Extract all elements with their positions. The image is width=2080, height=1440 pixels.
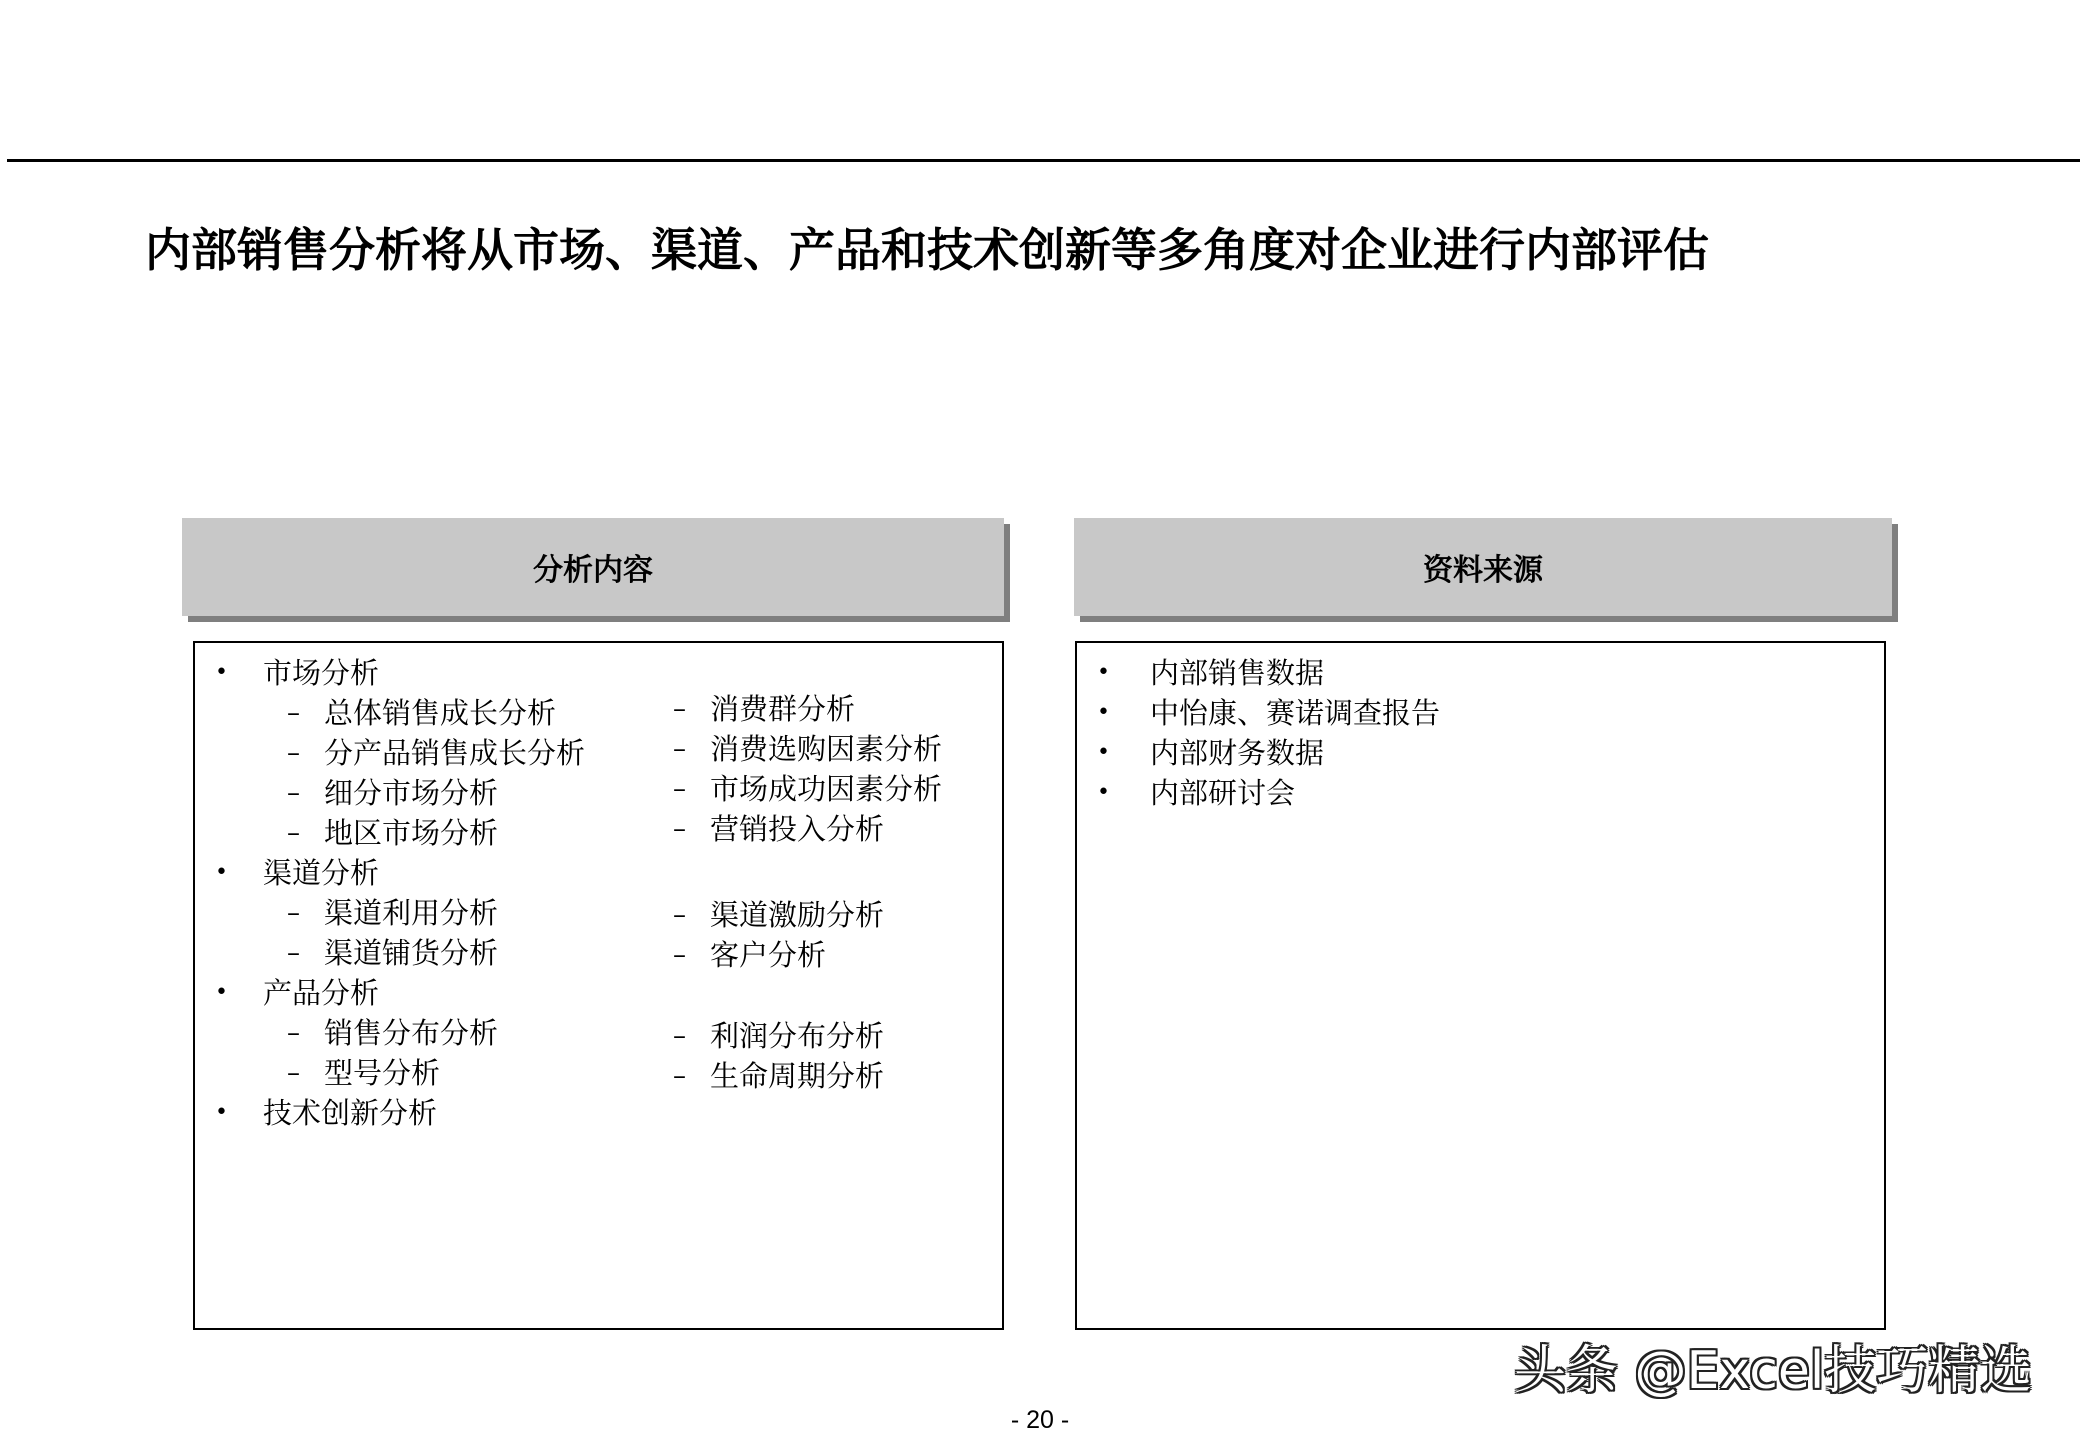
bullet-icon: • [1097, 660, 1110, 685]
list-item: 营销投入分析 [710, 812, 885, 846]
list-item: 客户分析 [710, 938, 827, 972]
list-item: 消费选购因素分析 [710, 732, 943, 766]
dash-icon: – [287, 898, 300, 928]
dash-icon: – [673, 940, 686, 970]
analysis-content-header: 分析内容 [182, 518, 1004, 616]
dash-icon: – [287, 818, 300, 848]
dash-icon: – [287, 778, 300, 808]
section-label: 产品分析 [263, 976, 380, 1010]
list-item: 销售分布分析 [324, 1016, 499, 1050]
list-item: 利润分布分析 [710, 1019, 885, 1053]
bullet-icon: • [1097, 700, 1110, 725]
page-title: 内部销售分析将从市场、渠道、产品和技术创新等多角度对企业进行内部评估 [145, 223, 1709, 277]
list-item: 渠道激励分析 [710, 898, 885, 932]
list-item: 分产品销售成长分析 [324, 736, 586, 770]
list-item: 中怡康、赛诺调查报告 [1150, 696, 1441, 730]
list-item: 内部研讨会 [1150, 776, 1296, 810]
header-rule [7, 159, 2080, 162]
bullet-icon: • [215, 660, 228, 685]
dash-icon: – [673, 774, 686, 804]
list-item: 生命周期分析 [710, 1059, 885, 1093]
dash-icon: – [673, 1021, 686, 1051]
watermark: 头条 @Excel技巧精选 [1514, 1341, 2033, 1401]
bullet-icon: • [1097, 780, 1110, 805]
list-item: 渠道铺货分析 [324, 936, 499, 970]
dash-icon: – [287, 1058, 300, 1088]
list-item: 内部销售数据 [1150, 656, 1325, 690]
analysis-content-box [193, 641, 1004, 1330]
section-label: 市场分析 [263, 656, 380, 690]
bullet-icon: • [1097, 740, 1110, 765]
data-source-header: 资料来源 [1074, 518, 1892, 616]
dash-icon: – [673, 1061, 686, 1091]
list-item: 渠道利用分析 [324, 896, 499, 930]
page-number: - 20 - [1010, 1406, 1070, 1434]
dash-icon: – [287, 698, 300, 728]
dash-icon: – [673, 814, 686, 844]
list-item: 总体销售成长分析 [324, 696, 557, 730]
bullet-icon: • [215, 1100, 228, 1125]
list-item: 型号分析 [324, 1056, 441, 1090]
dash-icon: – [673, 734, 686, 764]
bullet-icon: • [215, 860, 228, 885]
section-label: 渠道分析 [263, 856, 380, 890]
dash-icon: – [673, 694, 686, 724]
dash-icon: – [287, 1018, 300, 1048]
dash-icon: – [287, 738, 300, 768]
list-item: 地区市场分析 [324, 816, 499, 850]
list-item: 消费群分析 [710, 692, 856, 726]
bullet-icon: • [215, 980, 228, 1005]
list-item: 内部财务数据 [1150, 736, 1325, 770]
dash-icon: – [673, 900, 686, 930]
section-label: 技术创新分析 [263, 1096, 438, 1130]
data-source-box [1075, 641, 1886, 1330]
dash-icon: – [287, 938, 300, 968]
list-item: 市场成功因素分析 [710, 772, 943, 806]
list-item: 细分市场分析 [324, 776, 499, 810]
